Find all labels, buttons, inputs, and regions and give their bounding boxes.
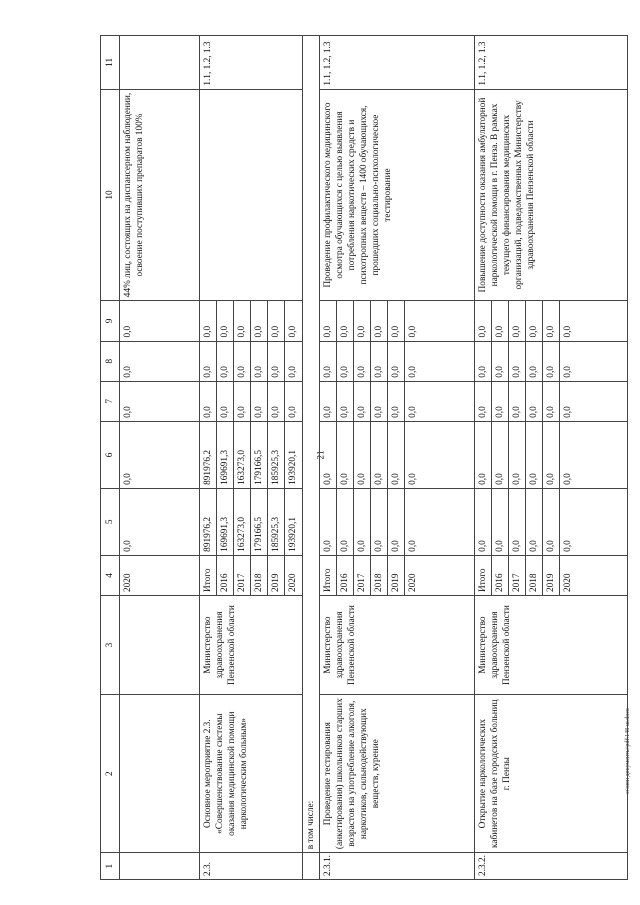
table-row: 2020 0,0 0,0 0,0 0,0 0,0 — [405, 36, 475, 880]
footer-file-path: c:\мои документы\pdf\148-ш.docx — [624, 708, 631, 794]
table-row: 2020 0,0 0,0 0,0 0,0 0,0 — [560, 36, 628, 880]
cell-indicator: Повышение доступности оказания амбулаторной наркологической помощи в г. Пенза. В рамках текущего финансирования медицинских организаций, подведомственных Министерству здравоохранения Пензенской области — [475, 89, 628, 301]
cell-number: 2.3.1. — [319, 853, 474, 880]
table-row: 2020 193920,1 193920,1 0,0 0,0 0,0 — [285, 36, 302, 880]
table-row: 2018 0,0 0,0 0,0 0,0 0,0 — [526, 36, 543, 880]
cell-regional: 0,0 — [120, 421, 200, 488]
table-row: 2017 163273,0 163273,0 0,0 0,0 0,0 — [234, 36, 251, 880]
table-row: 2016 0,0 0,0 0,0 0,0 0,0 — [336, 36, 353, 880]
table-row: 2019 0,0 0,0 0,0 0,0 0,0 — [543, 36, 560, 880]
table-row: 2.3.1. Проведение тестирования (анкетирования) школьников старших возрастов на употребление алкоголя, наркотиков, сильнодействующих веществ, курение Министерство здравоохранения Пензенской области Итого 0,0 0,0 0,0 0,0 0,0 Проведение профилактического медицинского осмотра обучающихся с целью выявления потребления наркотических средств и психотропных веществ – 1400 обучающихся, прошедших социально-психологическое тестирование 1.1, 1.2, 1.3 — [319, 36, 336, 880]
cell-event-name: Открытие наркологических кабинетов на базе городских больниц г. Пензы — [475, 695, 628, 853]
table-row: 2019 0,0 0,0 0,0 0,0 0,0 — [387, 36, 404, 880]
cell-indicator: Проведение профилактического медицинского осмотра обучающихся с целью выявления потребления наркотических средств и психотропных веществ – 1400 обучающихся, прошедших социально-психологическое тестирование — [319, 89, 474, 301]
col-header-7: 7 — [101, 381, 120, 421]
cell-event-name: Основное мероприятие 2.3. «Совершенствование системы оказания медицинской помощи наркологическим больным» — [200, 695, 302, 853]
table-row: 2017 0,0 0,0 0,0 0,0 0,0 — [509, 36, 526, 880]
cell-other: 0,0 — [120, 301, 200, 341]
col-header-8: 8 — [101, 341, 120, 381]
cell-ref: 1.1, 1.2, 1.3 — [319, 36, 474, 90]
col-header-11: 11 — [101, 36, 120, 90]
table-row-continuation — [120, 36, 200, 880]
cell-ref: 1.1, 1.2, 1.3 — [475, 36, 628, 90]
cell-executor: Министерство здравоохранения Пензенской области — [200, 596, 302, 695]
cell-federal: 0,0 — [120, 381, 200, 421]
cell-ref: 1.1, 1.2, 1.3 — [200, 36, 302, 90]
cell-year: 2020 — [120, 555, 200, 595]
cell-indicator: 44% лиц, состоящих на диспансерном наблюдении, освоение поступивших препаратов 100% — [120, 89, 200, 301]
cell-executor: Министерство здравоохранения Пензенской области — [319, 596, 474, 695]
table-row: 2.3. Основное мероприятие 2.3. «Совершенствование системы оказания медицинской помощи наркологическим больным» Министерство здравоохранения Пензенской области Итого 891976,2 891976,2 0,0 0,0 0,0 1.1, 1.2, 1.3 — [200, 36, 217, 880]
table-row: 2018 0,0 0,0 0,0 0,0 0,0 — [370, 36, 387, 880]
table-row: 2.3.2. Открытие наркологических кабинетов на базе городских больниц г. Пензы Министерство здравоохранения Пензенской области Итого 0,0 0,0 0,0 0,0 0,0 Повышение доступности оказания амбулаторной наркологической помощи в г. Пенза. В рамках текущего финансирования медицинских организаций, подведомственных Министерству здравоохранения Пензенской области 1.1, 1.2, 1.3 — [475, 36, 492, 880]
col-header-3: 3 — [101, 596, 120, 695]
cell-number: 2.3.2. — [475, 853, 628, 880]
col-header-2: 2 — [101, 695, 120, 853]
header-row — [101, 36, 120, 880]
table-row-subheading — [302, 36, 319, 880]
col-header-1: 1 — [101, 853, 120, 880]
table-row: 2017 0,0 0,0 0,0 0,0 0,0 — [353, 36, 370, 880]
table-row: 2016 0,0 0,0 0,0 0,0 0,0 — [492, 36, 509, 880]
table-row: 2016 169691,3 169691,3 0,0 0,0 0,0 — [217, 36, 234, 880]
in-that-number-label: в том числе: — [302, 36, 319, 853]
cell-local: 0,0 — [120, 341, 200, 381]
table-row: 2018 179166,5 179166,5 0,0 0,0 0,0 — [251, 36, 268, 880]
cell-executor: Министерство здравоохранения Пензенской области — [475, 596, 628, 695]
program-table — [100, 35, 628, 880]
col-header-4: 4 — [101, 555, 120, 595]
col-header-5: 5 — [101, 488, 120, 555]
col-header-10: 10 — [101, 89, 120, 301]
cell-number: 2.3. — [200, 853, 302, 880]
cell-total: 0,0 — [120, 488, 200, 555]
col-header-6: 6 — [101, 421, 120, 488]
cell-event-name: Проведение тестирования (анкетирования) школьников старших возрастов на употребление алкоголя, наркотиков, сильнодействующих веществ, курение — [319, 695, 474, 853]
col-header-9: 9 — [101, 301, 120, 341]
table-row: 2019 185925,3 185925,3 0,0 0,0 0,0 — [268, 36, 285, 880]
rotated-table-container — [100, 35, 630, 880]
page-number: 21 — [315, 450, 326, 460]
